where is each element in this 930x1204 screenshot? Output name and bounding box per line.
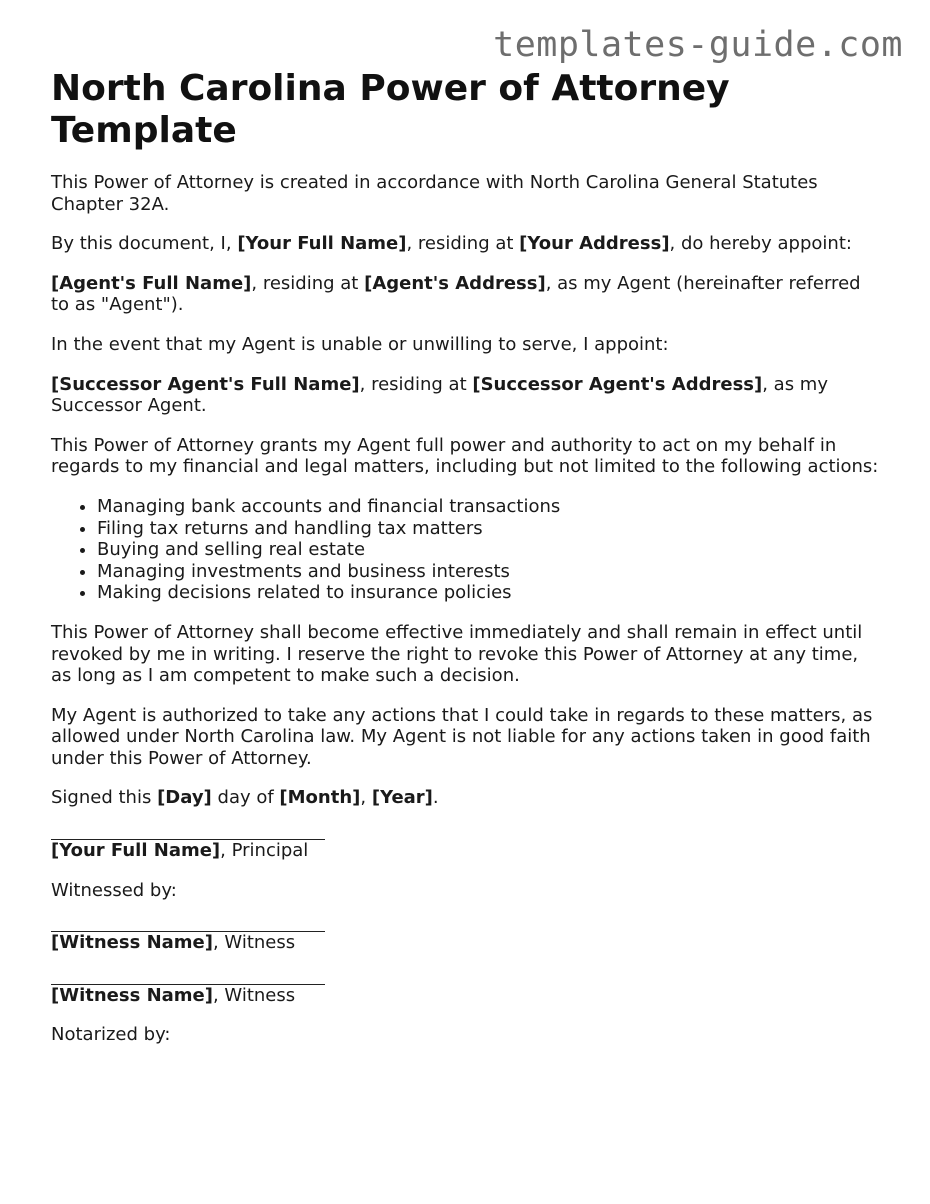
document-page xyxy=(51,68,881,1064)
effective-paragraph: This Power of Attorney shall become effective immediately and shall remain in effect until revoked by me in writing. I reserve the right to revoke this Power of Attorney at any time, as long as I am competent to make such a decision. xyxy=(51,621,863,687)
successor-name-placeholder: [Successor Agent's Full Name] xyxy=(51,373,360,395)
agent-paragraph: [Agent's Full Name], residing at [Agent's Address], as my Agent (hereinafter referred to as "Agent"). xyxy=(51,272,861,316)
witness-signature-label: [Witness Name], Witness xyxy=(51,984,296,1006)
successor-intro-paragraph: In the event that my Agent is unable or unwilling to serve, I appoint: xyxy=(51,333,669,355)
signed-date-line: Signed this [Day] day of [Month], [Year]. xyxy=(51,787,439,809)
day-placeholder: [Day] xyxy=(157,787,212,809)
month-placeholder: [Month] xyxy=(279,787,361,809)
list-item: • Managing investments and business interests xyxy=(97,561,881,583)
agent-name-placeholder: [Agent's Full Name] xyxy=(51,272,252,294)
principal-name-placeholder: [Your Full Name] xyxy=(237,233,407,255)
powers-list xyxy=(51,496,881,604)
agent-address-placeholder: [Agent's Address] xyxy=(364,272,546,294)
year-placeholder: [Year] xyxy=(371,787,433,809)
principal-address-placeholder: [Your Address] xyxy=(519,233,670,255)
witness-signature-label: [Witness Name], Witness xyxy=(51,932,296,954)
authority-paragraph: My Agent is authorized to take any actions that I could take in regards to these matters, as allowed under North Carolina law. My Agent is not liable for any actions taken in good faith under this Power of Attorney. xyxy=(51,704,873,769)
list-item: • Making decisions related to insurance policies xyxy=(97,582,881,604)
list-item: • Managing bank accounts and financial transactions xyxy=(97,496,881,518)
witness-signature-block-1 xyxy=(51,931,881,954)
document-title: North Carolina Power of Attorney Template xyxy=(51,68,730,151)
successor-address-placeholder: [Successor Agent's Address] xyxy=(472,373,763,395)
list-item: • Buying and selling real estate xyxy=(97,539,881,561)
successor-paragraph: [Successor Agent's Full Name], residing at [Successor Agent's Address], as my Successor Agent. xyxy=(51,373,828,417)
principal-signature-block xyxy=(51,839,881,862)
list-item: • Filing tax returns and handling tax matters xyxy=(97,518,881,540)
intro-paragraph: This Power of Attorney is created in accordance with North Carolina General Statutes Chapter 32A. xyxy=(51,172,818,215)
appointment-paragraph: By this document, I, [Your Full Name], residing at [Your Address], do hereby appoint: xyxy=(51,233,852,255)
notarized-by-label: Notarized by: xyxy=(51,1024,171,1046)
witness-signature-block-2 xyxy=(51,984,881,1007)
watermark: templates-guide.com xyxy=(493,25,903,65)
witnessed-by-label: Witnessed by: xyxy=(51,879,177,901)
powers-intro-paragraph: This Power of Attorney grants my Agent full power and authority to act on my behalf in regards to my financial and legal matters, including but not limited to the following actions: xyxy=(51,434,879,478)
principal-signature-label: [Your Full Name], Principal xyxy=(51,840,309,862)
